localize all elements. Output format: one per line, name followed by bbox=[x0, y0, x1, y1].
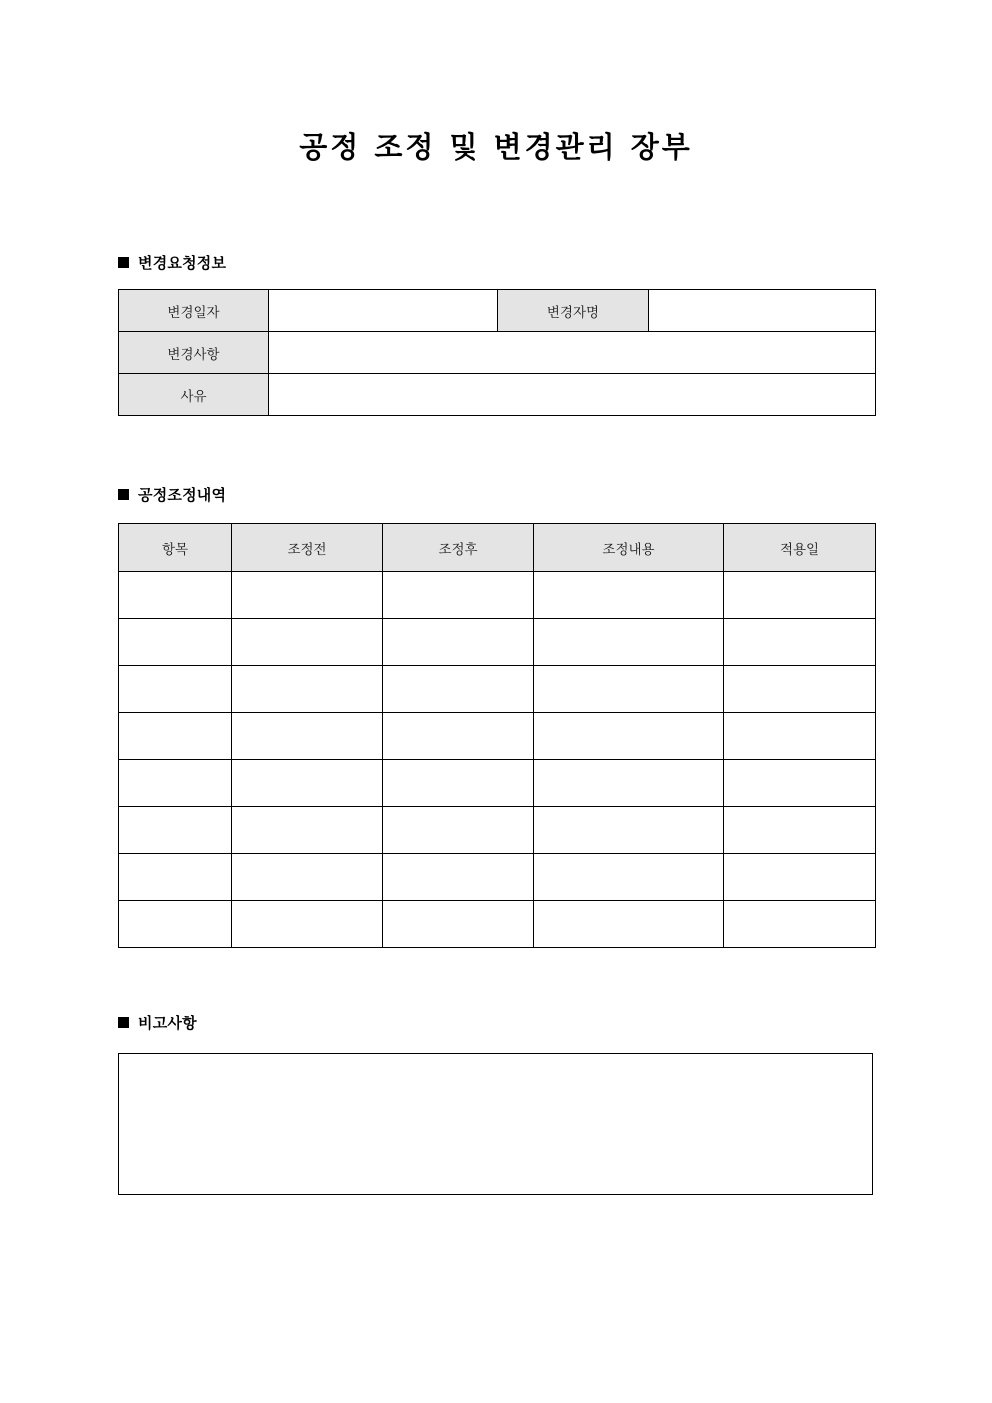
section-heading-adjustment-detail bbox=[118, 484, 226, 505]
field-change-items[interactable] bbox=[269, 332, 876, 374]
cell-apply-date[interactable] bbox=[724, 713, 876, 760]
cell-apply-date[interactable] bbox=[724, 901, 876, 948]
section-heading-request-info bbox=[118, 252, 226, 273]
field-change-date[interactable] bbox=[269, 290, 498, 332]
table-row bbox=[119, 374, 876, 416]
column-header-before: 조정전 bbox=[232, 524, 383, 572]
label-change-items: 변경사항 bbox=[119, 332, 269, 374]
adjustment-detail-table bbox=[118, 523, 876, 948]
cell-apply-date[interactable] bbox=[724, 666, 876, 713]
cell-item[interactable] bbox=[119, 807, 232, 854]
cell-after[interactable] bbox=[383, 619, 534, 666]
section-heading-adjustment-detail-label: 공정조정내역 bbox=[138, 486, 227, 504]
section-heading-remarks bbox=[118, 1012, 197, 1033]
remarks-textarea[interactable] bbox=[118, 1053, 873, 1195]
table-row bbox=[119, 666, 876, 713]
cell-content[interactable] bbox=[534, 760, 724, 807]
cell-apply-date[interactable] bbox=[724, 854, 876, 901]
table-row bbox=[119, 332, 876, 374]
square-bullet-icon bbox=[118, 257, 129, 268]
column-header-after: 조정후 bbox=[383, 524, 534, 572]
cell-before[interactable] bbox=[232, 854, 383, 901]
cell-after[interactable] bbox=[383, 807, 534, 854]
cell-content[interactable] bbox=[534, 854, 724, 901]
page-title: 공정 조정 및 변경관리 장부 bbox=[299, 130, 693, 164]
column-header-content: 조정내용 bbox=[534, 524, 724, 572]
cell-before[interactable] bbox=[232, 572, 383, 619]
column-header-apply-date: 적용일 bbox=[724, 524, 876, 572]
cell-before[interactable] bbox=[232, 901, 383, 948]
cell-item[interactable] bbox=[119, 901, 232, 948]
cell-content[interactable] bbox=[534, 713, 724, 760]
field-reason[interactable] bbox=[269, 374, 876, 416]
table-row bbox=[119, 713, 876, 760]
label-reason: 사유 bbox=[119, 374, 269, 416]
cell-content[interactable] bbox=[534, 807, 724, 854]
table-row bbox=[119, 901, 876, 948]
cell-after[interactable] bbox=[383, 572, 534, 619]
table-row bbox=[119, 572, 876, 619]
cell-after[interactable] bbox=[383, 854, 534, 901]
table-row bbox=[119, 807, 876, 854]
square-bullet-icon bbox=[118, 489, 129, 500]
label-change-date: 변경일자 bbox=[119, 290, 269, 332]
column-header-item: 항목 bbox=[119, 524, 232, 572]
cell-content[interactable] bbox=[534, 901, 724, 948]
cell-item[interactable] bbox=[119, 760, 232, 807]
cell-before[interactable] bbox=[232, 666, 383, 713]
cell-after[interactable] bbox=[383, 713, 534, 760]
cell-apply-date[interactable] bbox=[724, 619, 876, 666]
cell-item[interactable] bbox=[119, 713, 232, 760]
field-changer-name[interactable] bbox=[649, 290, 876, 332]
table-header-row bbox=[119, 524, 876, 572]
cell-before[interactable] bbox=[232, 760, 383, 807]
cell-before[interactable] bbox=[232, 807, 383, 854]
cell-after[interactable] bbox=[383, 666, 534, 713]
cell-item[interactable] bbox=[119, 572, 232, 619]
table-row bbox=[119, 290, 876, 332]
cell-apply-date[interactable] bbox=[724, 572, 876, 619]
label-changer-name: 변경자명 bbox=[498, 290, 649, 332]
cell-before[interactable] bbox=[232, 619, 383, 666]
cell-apply-date[interactable] bbox=[724, 807, 876, 854]
cell-item[interactable] bbox=[119, 619, 232, 666]
cell-after[interactable] bbox=[383, 901, 534, 948]
table-row bbox=[119, 619, 876, 666]
section-heading-remarks-label: 비고사항 bbox=[138, 1014, 197, 1032]
cell-content[interactable] bbox=[534, 619, 724, 666]
square-bullet-icon bbox=[118, 1017, 129, 1028]
cell-content[interactable] bbox=[534, 572, 724, 619]
table-row bbox=[119, 760, 876, 807]
cell-item[interactable] bbox=[119, 666, 232, 713]
section-heading-request-info-label: 변경요청정보 bbox=[138, 254, 227, 272]
table-row bbox=[119, 854, 876, 901]
cell-before[interactable] bbox=[232, 713, 383, 760]
request-info-table bbox=[118, 289, 876, 416]
cell-after[interactable] bbox=[383, 760, 534, 807]
cell-apply-date[interactable] bbox=[724, 760, 876, 807]
cell-item[interactable] bbox=[119, 854, 232, 901]
cell-content[interactable] bbox=[534, 666, 724, 713]
